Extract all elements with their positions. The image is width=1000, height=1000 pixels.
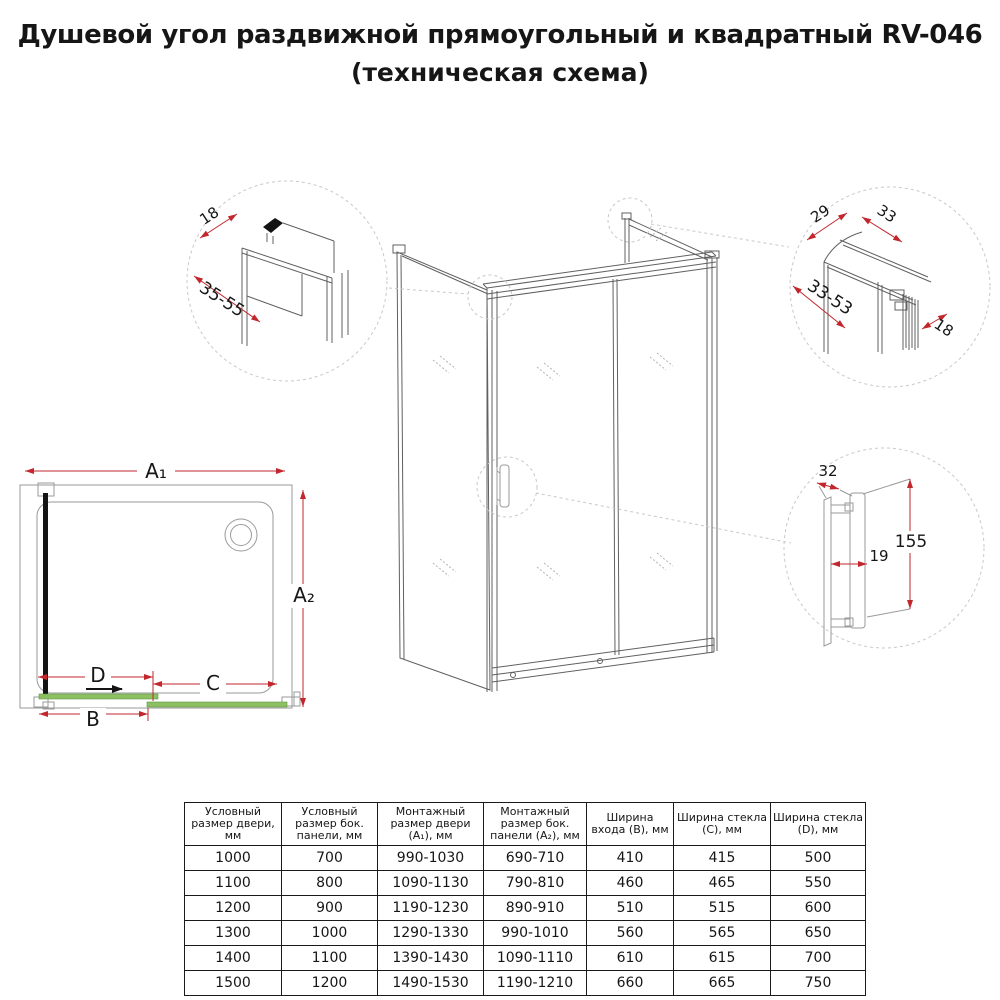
table-cell: 900 (282, 896, 378, 921)
table-cell: 465 (674, 871, 771, 896)
table-header-row (185, 803, 866, 846)
table-cell: 700 (282, 846, 378, 871)
label-c: C (206, 671, 220, 695)
table-cell: 415 (674, 846, 771, 871)
dimension-a2 (285, 490, 323, 707)
roller (511, 673, 516, 678)
table-cell: 1300 (185, 921, 282, 946)
table-cell: 1100 (185, 871, 282, 896)
table-cell: 510 (587, 896, 674, 921)
dim-label-18: 18 (196, 203, 223, 229)
table-cell: 1490-1530 (378, 971, 484, 996)
label-d: D (90, 663, 106, 687)
label-b: B (86, 707, 100, 731)
table-row (185, 921, 866, 946)
table-cell: 500 (771, 846, 866, 871)
enclosure-3d-view (385, 195, 825, 715)
table-cell: 890-910 (484, 896, 587, 921)
table-cell: 700 (771, 946, 866, 971)
table-cell: 790-810 (484, 871, 587, 896)
page-subtitle: (техническая схема) (351, 58, 649, 87)
glass-panel-c (147, 702, 287, 707)
bottom-rail (492, 638, 714, 682)
dim-label-29: 29 (807, 201, 834, 227)
table-row (185, 846, 866, 871)
page-title: Душевой угол раздвижной прямоугольный и квадратный RV-046 (17, 20, 983, 50)
table-cell: 750 (771, 971, 866, 996)
table-cell: 1400 (185, 946, 282, 971)
door-handle (497, 465, 509, 507)
size-table (184, 802, 866, 996)
table-header: Монтажный размер двери (A₁), мм (378, 803, 484, 846)
table-cell: 460 (587, 871, 674, 896)
table-cell: 610 (587, 946, 674, 971)
table-header: Условный размер двери, мм (185, 803, 282, 846)
table-cell: 1390-1430 (378, 946, 484, 971)
table-row (185, 946, 866, 971)
drain-inner (231, 525, 252, 546)
table-header: Ширина стекла (D), мм (771, 803, 866, 846)
table-header: Условный размер бок. панели, мм (282, 803, 378, 846)
dimension-18 (922, 314, 957, 341)
table-cell: 1190-1210 (484, 971, 587, 996)
table-cell: 1500 (185, 971, 282, 996)
dim-label-33-53: 33-53 (803, 275, 856, 320)
top-rail (483, 252, 716, 299)
dim-label-32: 32 (818, 462, 838, 480)
glass-door-d (39, 694, 158, 699)
glass-reflections (433, 353, 673, 580)
table-row (185, 971, 866, 996)
right-wall-profile (705, 251, 719, 653)
table-header: Ширина входа (B), мм (587, 803, 674, 846)
dimension-b (39, 707, 148, 731)
tray-outer (20, 485, 292, 708)
dim-label-35-55: 35-55 (195, 277, 248, 322)
dimension-a1 (25, 459, 285, 483)
side-panel (393, 245, 490, 690)
table-cell: 600 (771, 896, 866, 921)
table-row (185, 871, 866, 896)
side-panel-glass (43, 493, 48, 694)
table-row (185, 896, 866, 921)
table-cell: 1200 (282, 971, 378, 996)
table-cell: 1090-1110 (484, 946, 587, 971)
table-header: Ширина стекла (C), мм (674, 803, 771, 846)
rear-panel-fin (622, 213, 712, 263)
table-cell: 515 (674, 896, 771, 921)
wall-profile-sketch (242, 218, 348, 346)
size-table-wrap (184, 802, 866, 996)
table-cell: 1200 (185, 896, 282, 921)
dimension-19 (831, 547, 889, 565)
table-cell: 560 (587, 921, 674, 946)
detail-wall-profile-left (182, 176, 392, 386)
label-a2: A₂ (293, 583, 315, 607)
table-cell: 1000 (282, 921, 378, 946)
table-cell: 990-1030 (378, 846, 484, 871)
table-cell: 1090-1130 (378, 871, 484, 896)
table-cell: 615 (674, 946, 771, 971)
dim-label-155: 155 (894, 532, 928, 552)
table-cell: 660 (587, 971, 674, 996)
label-a1: A₁ (145, 459, 167, 483)
table-cell: 1100 (282, 946, 378, 971)
dim-label-33: 33 (873, 201, 900, 227)
table-cell: 690-710 (484, 846, 587, 871)
table-cell: 1290-1330 (378, 921, 484, 946)
table-cell: 1000 (185, 846, 282, 871)
table-cell: 550 (771, 871, 866, 896)
clamp-bracket (263, 218, 283, 233)
door-overlap-mullion (613, 279, 619, 655)
dimension-35-55 (194, 276, 260, 322)
plan-view (10, 430, 330, 740)
dim-label-18: 18 (930, 315, 957, 341)
handle-sketch (824, 493, 865, 646)
table-cell: 990-1010 (484, 921, 587, 946)
tray-inner (37, 502, 273, 693)
dimension-c (153, 671, 277, 695)
wall-bracket-right2 (294, 692, 300, 706)
table-cell: 565 (674, 921, 771, 946)
dim-label-19: 19 (869, 547, 889, 565)
dimension-18 (196, 203, 237, 238)
table-cell: 650 (771, 921, 866, 946)
table-header: Монтажный размер бок. панели (A₂), мм (484, 803, 587, 846)
callout-leaders (389, 198, 791, 543)
table-cell: 1190-1230 (378, 896, 484, 921)
table-cell: 410 (587, 846, 674, 871)
dimension-33 (862, 201, 902, 242)
table-cell: 800 (282, 871, 378, 896)
table-cell: 665 (674, 971, 771, 996)
drain-outer (225, 519, 257, 551)
